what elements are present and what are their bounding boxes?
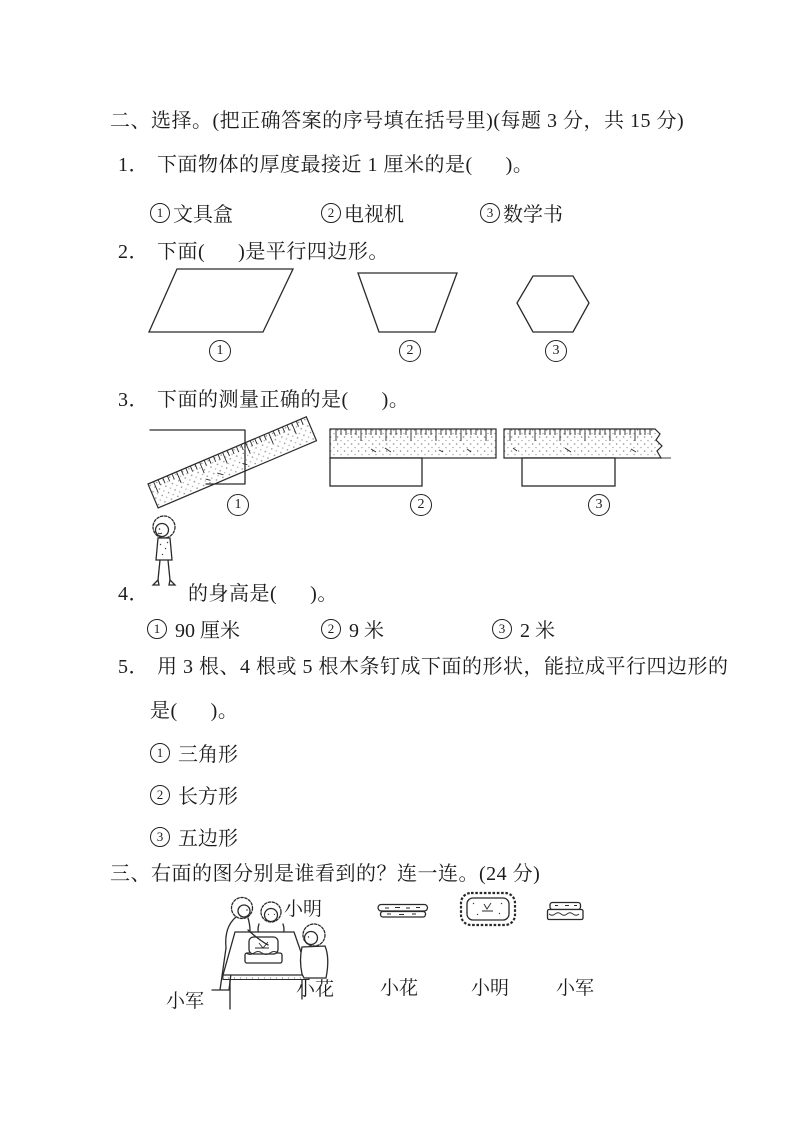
figure-number-badge: 3	[588, 494, 610, 516]
circled-number-icon: 2	[321, 203, 341, 223]
q4-option-2	[321, 614, 384, 643]
question-3	[118, 383, 409, 412]
question-1-number: 1．	[118, 154, 149, 176]
view-label-xiaohua: 小花	[380, 978, 419, 999]
q4-option-2-label: 9 米	[344, 620, 384, 642]
question-5-number: 5．	[118, 656, 149, 678]
ruler-body	[504, 429, 662, 458]
scene-label-xiaojun: 小军	[166, 991, 205, 1012]
question-1-text: 下面物体的厚度最接近 1 厘米的是( )。	[157, 154, 534, 176]
question-5-text-line2: 是( )。	[150, 700, 239, 722]
q1-option-3	[480, 198, 563, 227]
view-label-xiaoming: 小明	[471, 978, 510, 999]
q1-option-3-label: 数学书	[503, 204, 563, 226]
q4-option-1	[147, 614, 240, 643]
child-figure	[146, 514, 182, 594]
table-legs	[230, 980, 302, 1009]
q4-option-3-label: 2 米	[515, 620, 555, 642]
circled-number-icon: 3	[492, 619, 512, 639]
cake-side-view-small-figure	[546, 901, 585, 922]
question-2-text: 下面( )是平行四边形。	[157, 241, 389, 263]
circled-number-icon: 1	[150, 743, 170, 763]
scene-label-xiaoming: 小明	[284, 899, 323, 920]
q1-option-1-label: 文具盒	[173, 204, 233, 226]
figure-number-badge: 1	[227, 494, 249, 516]
ruler-left-aligned-measurement-figure	[329, 421, 499, 491]
q5-option-1	[150, 738, 238, 767]
question-3-text: 下面的测量正确的是( )。	[157, 389, 410, 411]
trapezoid-figure	[357, 271, 459, 335]
q5-option-2	[150, 780, 238, 809]
circled-number-icon: 1	[147, 619, 167, 639]
q4-option-1-label: 90 厘米	[170, 620, 240, 642]
measured-object	[522, 458, 615, 486]
figure-number-badge: 2	[410, 494, 432, 516]
hexagon-figure	[516, 274, 591, 335]
figure-number-badge: 3	[545, 340, 567, 362]
circled-number-icon: 1	[150, 203, 170, 223]
ruler-offset-measurement-figure	[503, 421, 673, 491]
section-two-header: 二、选择。(把正确答案的序号填在括号里)(每题 3 分，共 15 分)	[110, 110, 685, 132]
question-1	[118, 148, 533, 177]
question-2-number: 2．	[118, 241, 149, 263]
q4-option-3	[492, 614, 555, 643]
q5-option-1-label: 三角形	[173, 744, 238, 766]
scene-label-xiaohua: 小花	[296, 979, 335, 1000]
cake-side-view-long-figure	[377, 902, 429, 920]
measured-object	[330, 458, 422, 486]
question-5	[118, 650, 729, 679]
q5-option-3	[150, 822, 238, 851]
section-three-header: 三、右面的图分别是谁看到的？连一连。(24 分)	[110, 863, 541, 885]
circled-number-icon: 2	[321, 619, 341, 639]
question-2	[118, 235, 389, 264]
parallelogram-figure	[148, 267, 296, 335]
question-4-text: 的身高是( )。	[188, 583, 338, 605]
question-3-number: 3．	[118, 389, 149, 411]
figure-number-badge: 1	[209, 340, 231, 362]
cake-top-view-figure	[459, 891, 517, 927]
circled-number-icon: 2	[150, 785, 170, 805]
circled-number-icon: 3	[480, 203, 500, 223]
q5-option-3-label: 五边形	[173, 828, 238, 850]
question-4-number-text: 4．	[118, 583, 149, 605]
q1-option-2	[321, 198, 404, 227]
question-5-text-line1: 用 3 根、4 根或 5 根木条钉成下面的形状，能拉成平行四边形的	[157, 656, 729, 678]
figure-number-badge: 2	[399, 340, 421, 362]
q1-option-2-label: 电视机	[344, 204, 404, 226]
q5-option-2-label: 长方形	[173, 786, 238, 808]
circled-number-icon: 3	[150, 827, 170, 847]
question-4-number	[118, 577, 149, 606]
view-label-xiaojun: 小军	[556, 978, 595, 999]
q1-option-1	[150, 198, 233, 227]
